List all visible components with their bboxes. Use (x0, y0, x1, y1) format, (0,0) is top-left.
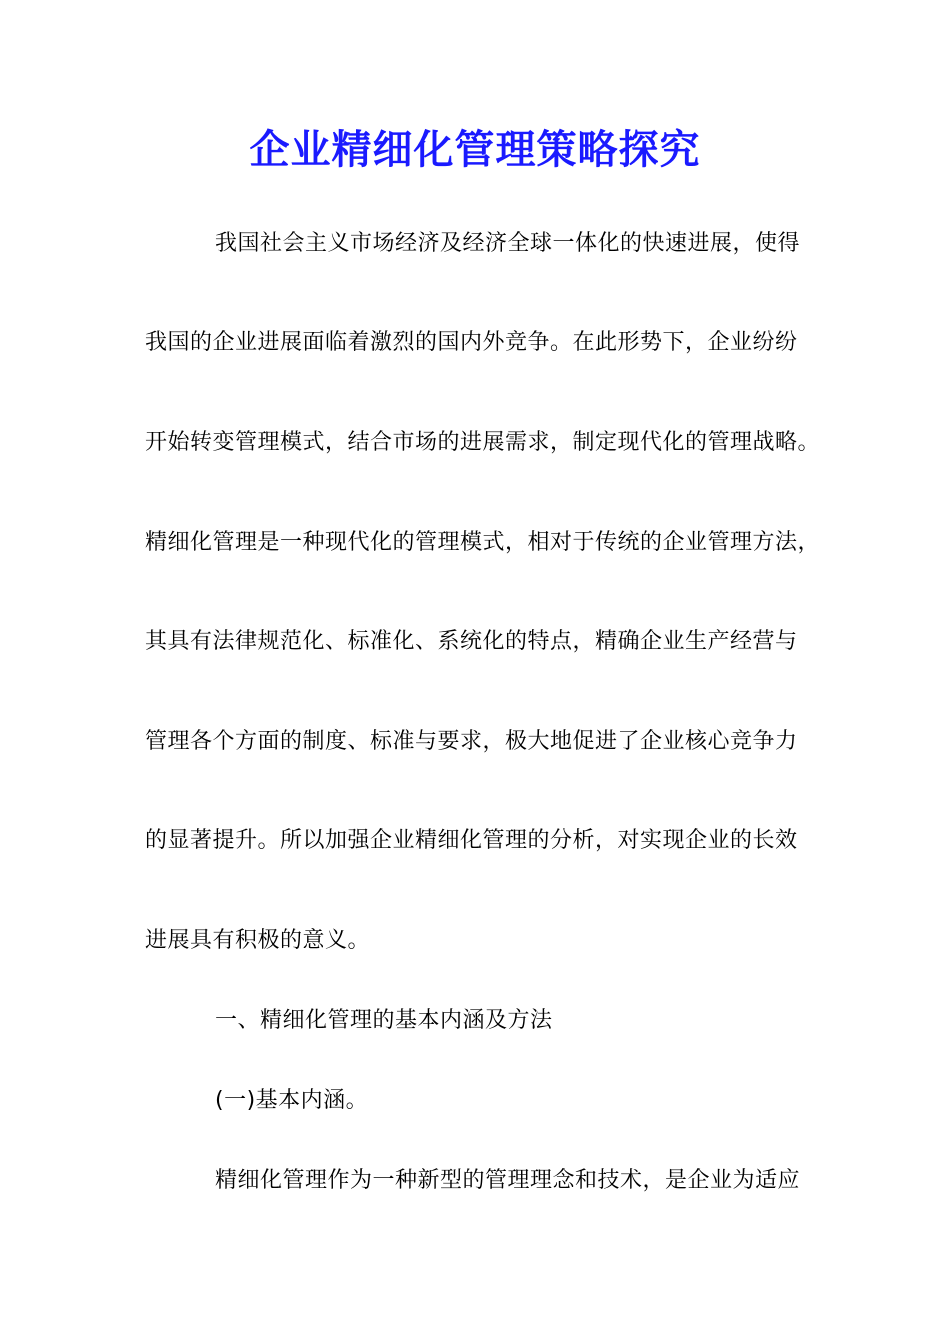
subsection-heading: (一)基本内涵。 (215, 1088, 369, 1113)
document-title: 企业精细化管理策略探究 (249, 126, 701, 173)
section-heading: 一、精细化管理的基本内涵及方法 (215, 1008, 553, 1033)
paragraph-line: 管理各个方面的制度、标准与要求，极大地促进了企业核心竞争力 (145, 729, 798, 754)
paragraph-line: 精细化管理是一种现代化的管理模式，相对于传统的企业管理方法， (145, 530, 821, 555)
paragraph-line: 精细化管理作为一种新型的管理理念和技术，是企业为适应 (215, 1168, 801, 1193)
paragraph-line: 其具有法律规范化、标准化、系统化的特点，精确企业生产经营与 (145, 629, 798, 654)
paragraph-line: 开始转变管理模式，结合市场的进展需求，制定现代化的管理战略。 (145, 430, 821, 455)
paragraph-line: 的显著提升。所以加强企业精细化管理的分析，对实现企业的长效 (145, 828, 798, 853)
paragraph-line: 进展具有积极的意义。 (145, 928, 371, 953)
paragraph-line: 我国社会主义市场经济及经济全球一体化的快速进展，使得 (215, 231, 801, 256)
paragraph-line: 我国的企业进展面临着激烈的国内外竞争。在此形势下，企业纷纷 (145, 330, 798, 355)
